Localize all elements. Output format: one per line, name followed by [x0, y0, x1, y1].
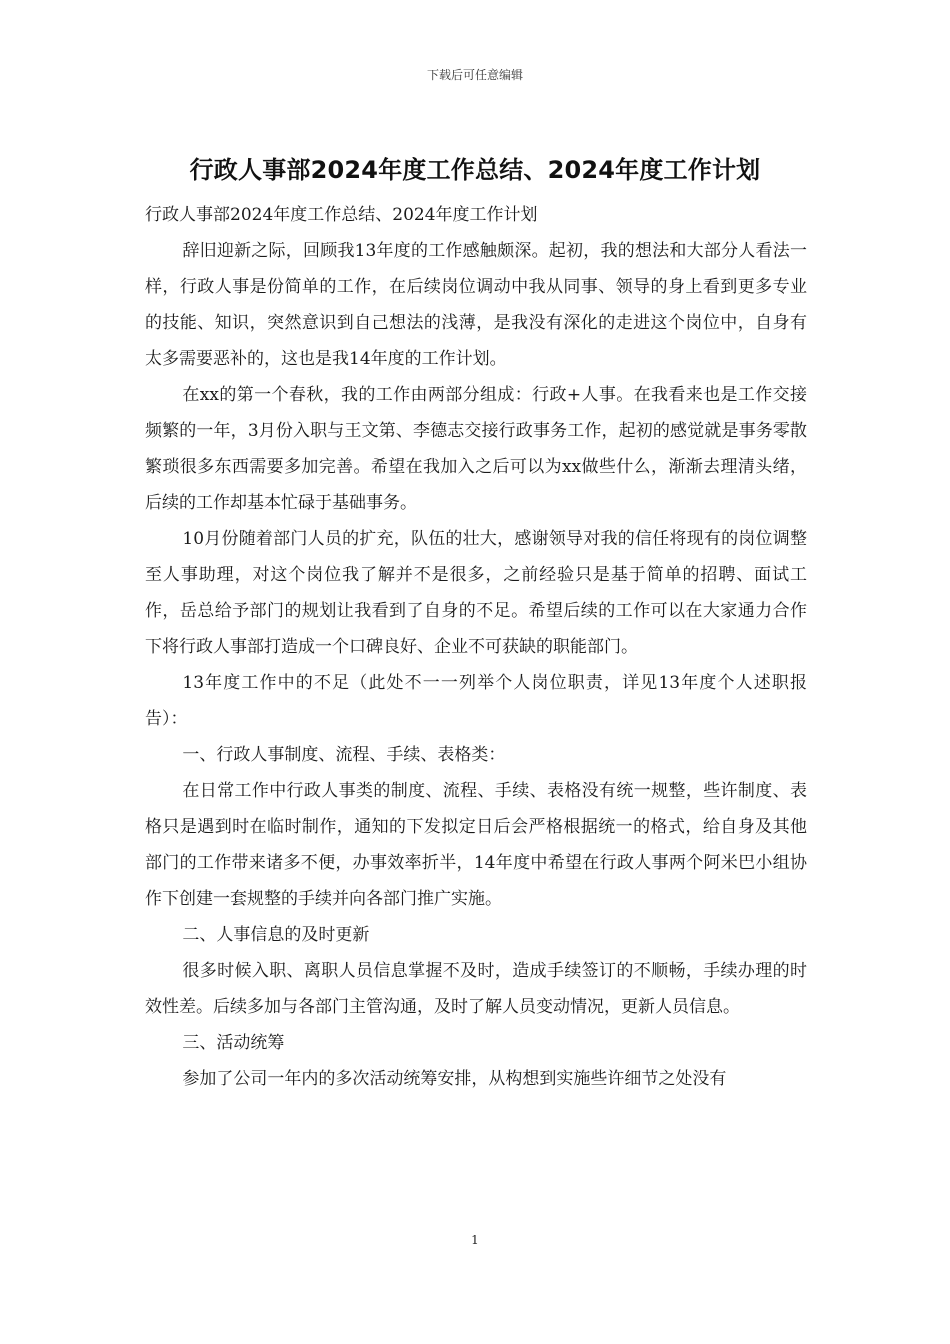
section-heading: 三、活动统筹: [182, 1033, 285, 1053]
paragraph: 很多时候入职、离职人员信息掌握不及时，造成手续签订的不顺畅，手续办理的时效性差。后续多加与各部门主管沟通，及时了解人员变动情况，更新人员信息。: [145, 961, 807, 1017]
document-body: [145, 197, 807, 1097]
paragraph: 参加了公司一年内的多次活动统筹安排，从构想到实施些许细节之处没有: [182, 1069, 727, 1089]
section-heading: 一、行政人事制度、流程、手续、表格类：: [182, 745, 506, 765]
paragraph: 10月份随着部门人员的扩充，队伍的壮大，感谢领导对我的信任将现有的岗位调整至人事助理，对这个岗位我了解并不是很多，之前经验只是基于简单的招聘、面试工作，岳总给予部门的规划让我看到了自身的不足。希望后续的工作可以在大家通力合作下将行政人事部打造成一个口碑良好、企业不可获缺的职能部门。: [145, 529, 807, 657]
document-subtitle: 行政人事部2024年度工作总结、2024年度工作计划: [145, 205, 538, 225]
document-title: 行政人事部2024年度工作总结、2024年度工作计划: [189, 156, 761, 184]
header-note: 下载后可任意编辑: [426, 68, 523, 82]
page-number: 1: [471, 1233, 479, 1247]
paragraph: 辞旧迎新之际，回顾我13年度的工作感触颇深。起初，我的想法和大部分人看法一样，行政人事是份简单的工作，在后续岗位调动中我从同事、领导的身上看到更多专业的技能、知识，突然意识到自己想法的浅薄，是我没有深化的走进这个岗位中，自身有太多需要恶补的，这也是我14年度的工作计划。: [145, 241, 807, 369]
paragraph: 在xx的第一个春秋，我的工作由两部分组成：行政+人事。在我看来也是工作交接频繁的一年，3月份入职与王文第、李德志交接行政事务工作，起初的感觉就是事务零散繁琐很多东西需要多加完善。希望在我加入之后可以为xx做些什么，渐渐去理清头绪，后续的工作却基本忙碌于基础事务。: [145, 385, 807, 513]
paragraph: 在日常工作中行政人事类的制度、流程、手续、表格没有统一规整，些许制度、表格只是遇到时在临时制作，通知的下发拟定日后会严格根据统一的格式，给自身及其他部门的工作带来诸多不便，办事效率折半，14年度中希望在行政人事两个阿米巴小组协作下创建一套规整的手续并向各部门推广实施。: [145, 781, 807, 909]
paragraph: 13年度工作中的不足（此处不一一列举个人岗位职责，详见13年度个人述职报告）：: [145, 673, 807, 729]
section-heading: 二、人事信息的及时更新: [182, 925, 370, 945]
